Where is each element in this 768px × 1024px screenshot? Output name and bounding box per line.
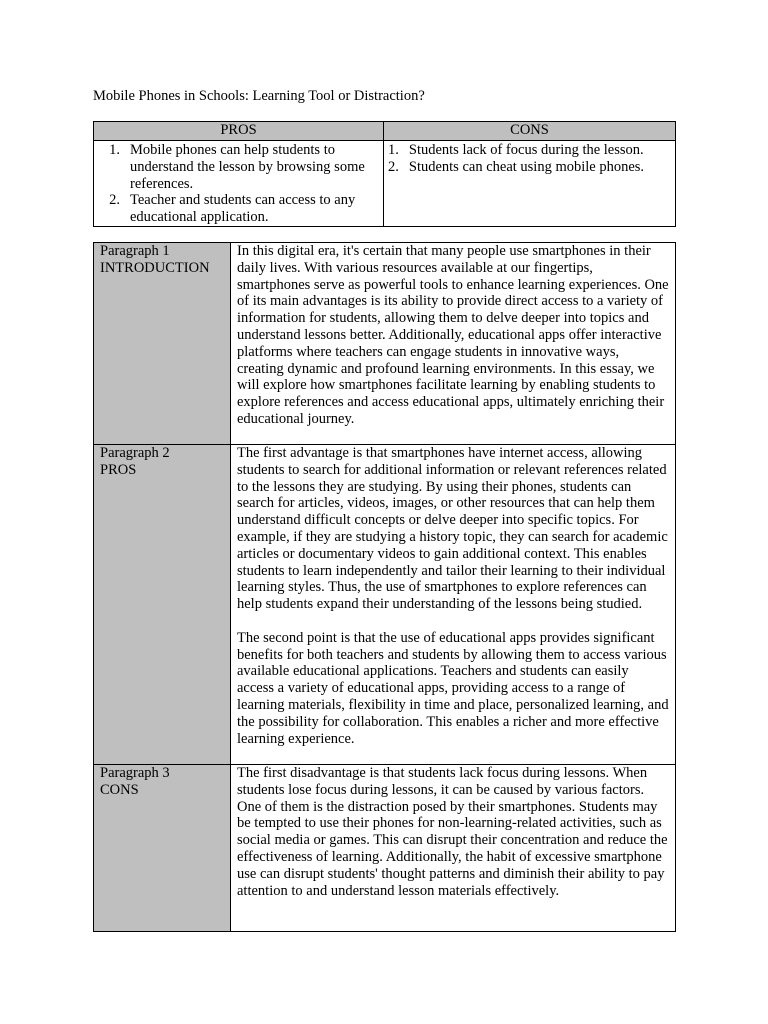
paragraph-row-cons [94, 765, 676, 932]
list-number: 1. [388, 142, 399, 158]
paragraph-label: Paragraph 1 [100, 243, 170, 259]
paragraphs-table [93, 242, 676, 932]
paragraph-label-cell [94, 445, 231, 765]
paragraph-sublabel: CONS [100, 781, 139, 798]
pros-header: PROS [94, 122, 384, 141]
cons-item-text: Students can cheat using mobile phones. [408, 158, 645, 175]
paragraph-sublabel: PROS [100, 461, 137, 478]
paragraph-body-cell [231, 243, 676, 445]
document-title: Mobile Phones in Schools: Learning Tool or Distraction? [93, 88, 425, 104]
pros-item [98, 192, 379, 226]
paragraph-text: In this digital era, it's certain that many people use smartphones in their daily lives. With various resources available at our fingertips, smartphones serve as powerful tools to enhance learning experiences. One of its main advantages is its ability to provide direct access to a variety of information for students, allowing them to delve deeper into topics and understand lessons better. Additionally, educational apps offer interactive platforms where teachers can engage students in innovative ways, creating dynamic and profound learning environments. In this essay, we will explore how smartphones facilitate learning by enabling students to explore references and access educational apps, ultimately enriching their educational journey. [237, 243, 669, 427]
pros-list [98, 142, 379, 226]
list-number: 1. [109, 142, 120, 158]
cons-item-text: Students lack of focus during the lesson. [408, 142, 644, 158]
paragraph-body-cell [231, 445, 676, 765]
paragraph-text: The first advantage is that smartphones have internet access, allowing students to search for additional information or relevant references related to the lessons they are studying. By using their phones, students can search for articles, videos, images, or other resources that can help them understand difficult concepts or delve deeper into specific topics. For example, if they are studying a history topic, they can search for academic articles or documentary videos to gain additional context. This enables students to learn independently and tailor their learning to their individual learning styles. Thus, the use of smartphones to explore references can help students expand their understanding of the lessons being studied. [237, 445, 668, 613]
list-number: 2. [109, 192, 120, 209]
pros-cons-content-row [94, 141, 676, 227]
list-number: 2. [388, 158, 399, 175]
paragraph-label-cell [94, 243, 231, 445]
paragraph-sublabel: INTRODUCTION [100, 259, 210, 276]
paragraph-label-cell [94, 765, 231, 932]
cons-cell [384, 141, 676, 227]
paragraph-label: Paragraph 3 [100, 765, 170, 781]
pros-cell [94, 141, 384, 227]
paragraph-text: The first disadvantage is that students lack focus during lessons. When students lose focus during lessons, it can be caused by various factors. One of them is the distraction posed by their smartphones. Students may be tempted to use their phones for non-learning-related activities, such as social media or games. This can disrupt their concentration and reduce the effectiveness of learning. Additionally, the habit of excessive smartphone use can disrupt students' thought patterns and diminish their ability to pay attention to and understand lesson materials effectively. [237, 765, 668, 899]
pros-item-text: Mobile phones can help students to understand the lesson by browsing some references. [130, 142, 365, 192]
paragraph-body-cell [231, 765, 676, 932]
paragraph-row-pros [94, 445, 676, 765]
cons-list [388, 142, 671, 176]
pros-cons-header-row [94, 122, 676, 141]
pros-item-text: Teacher and students can access to any educational application. [130, 192, 356, 226]
pros-cons-table [93, 121, 676, 227]
paragraph-text: The second point is that the use of educational apps provides significant benefits for both teachers and students by allowing them to access various available educational applications. Teachers and students can easily access a variety of educational apps, providing access to a range of learning materials, flexibility in time and place, personalized learning, and the possibility for collaboration. This enables a richer and more effective learning experience. [237, 629, 669, 747]
cons-header: CONS [384, 122, 676, 141]
cons-item [388, 142, 671, 159]
paragraph-label: Paragraph 2 [100, 445, 170, 461]
paragraph-row-introduction [94, 243, 676, 445]
cons-item [388, 159, 671, 176]
pros-item [98, 142, 379, 192]
